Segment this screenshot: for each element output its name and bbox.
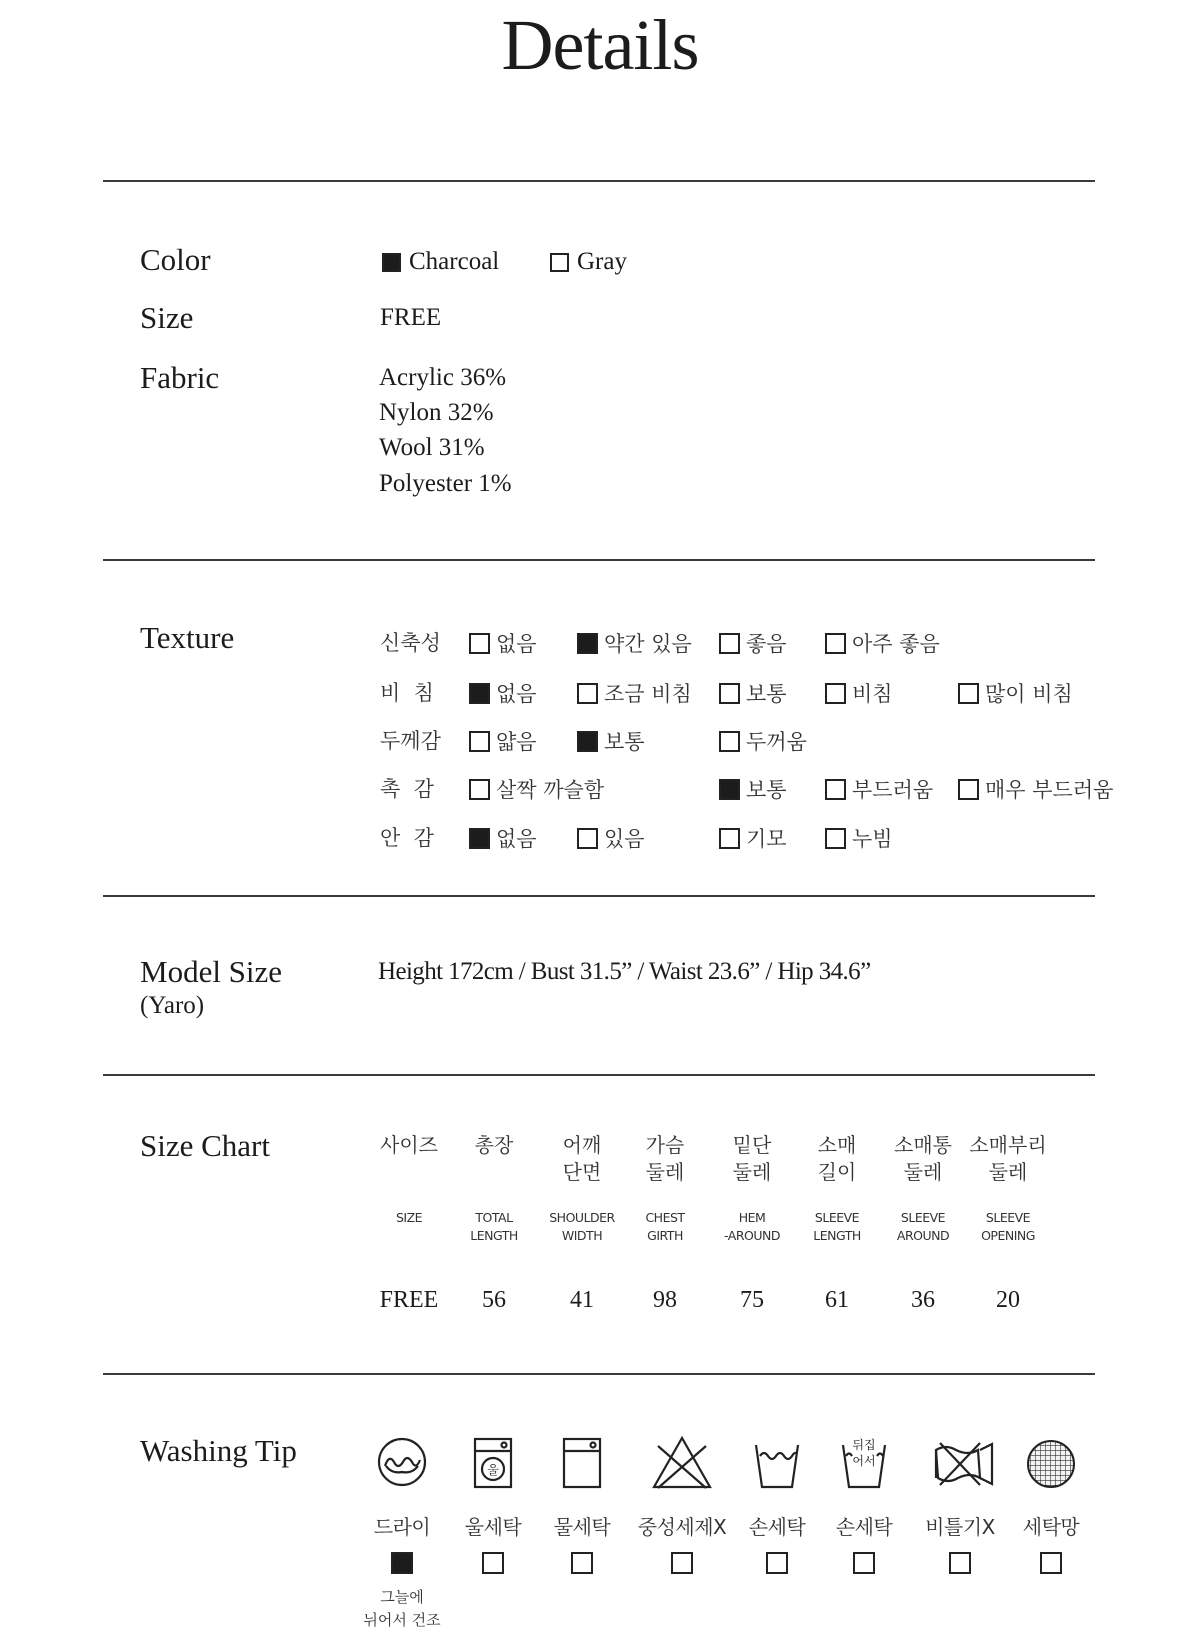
hand-wash-icon (756, 1445, 798, 1487)
texture-row-label: 안 감 (380, 826, 434, 850)
size-heading: Size (140, 300, 194, 335)
size-chart-header-en: TOTAL LENGTH (470, 1210, 518, 1243)
laundry-net-icon (1028, 1441, 1074, 1487)
fabric-item: Acrylic 36% (379, 364, 507, 391)
size-value: FREE (380, 304, 442, 331)
texture-option-label: 보통 (604, 730, 645, 754)
size-chart-header-ko: 총장 (474, 1133, 514, 1157)
texture-option-label: 기모 (746, 827, 787, 851)
texture-option-label: 없음 (496, 632, 537, 656)
size-chart-header-en: SIZE (395, 1210, 423, 1225)
checkbox-unchecked[interactable] (482, 1552, 504, 1574)
hand-wash-inside-out-icon (843, 1437, 885, 1487)
size-chart-header-ko: 가슴 둘레 (645, 1133, 685, 1184)
fabric-heading: Fabric (140, 360, 220, 395)
texture-option-label: 없음 (496, 827, 537, 851)
inside-out-icon-text: 뒤집 (852, 1438, 876, 1452)
size-chart-header-ko: 밑단 둘레 (732, 1133, 772, 1184)
washing-label: 손세탁 (748, 1515, 806, 1539)
texture-heading: Texture (140, 620, 235, 655)
color-label: Gray (577, 248, 627, 275)
page-title: Details (501, 5, 699, 85)
color-heading: Color (140, 242, 211, 277)
texture-option-label: 보통 (746, 778, 787, 802)
texture-option-label: 보통 (746, 682, 787, 706)
fabric-item: Wool 31% (379, 434, 485, 461)
washing-label: 중성세제X (637, 1515, 727, 1539)
model-size-heading: Model Size (140, 954, 283, 989)
wool-wash-icon (475, 1439, 511, 1487)
checkbox-unchecked[interactable] (671, 1552, 693, 1574)
texture-option-label: 두꺼움 (746, 730, 807, 754)
wool-icon-text: 울 (487, 1463, 499, 1477)
texture-row-label: 비 침 (380, 681, 434, 705)
washing-tip-heading: Washing Tip (140, 1433, 297, 1468)
size-chart-header-ko: 사이즈 (380, 1133, 438, 1157)
texture-option-label: 살짝 까슬함 (496, 778, 605, 802)
size-chart-header-ko: 소매통 둘레 (894, 1133, 952, 1184)
size-chart-value: 41 (570, 1287, 594, 1313)
checkbox-unchecked[interactable] (853, 1552, 875, 1574)
checkbox-unchecked[interactable] (949, 1552, 971, 1574)
size-chart-header-en: SHOULDER WIDTH (549, 1210, 615, 1243)
texture-row-label: 두께감 (380, 729, 441, 753)
size-chart-value: 61 (825, 1287, 849, 1313)
checkbox-checked[interactable] (391, 1552, 413, 1574)
size-chart-header-ko: 어깨 단면 (562, 1133, 602, 1184)
size-chart-value: 98 (653, 1287, 677, 1313)
texture-option-label: 조금 비침 (604, 682, 692, 706)
color-label: Charcoal (409, 248, 500, 275)
size-chart-header-ko: 소매 길이 (817, 1133, 857, 1184)
size-chart-header-en: SLEEVE OPENING (981, 1210, 1035, 1243)
washing-label: 물세탁 (553, 1515, 611, 1539)
size-chart-header-ko: 소매부리 둘레 (969, 1133, 1047, 1184)
washing-label: 드라이 (373, 1515, 431, 1539)
dry-clean-icon (379, 1439, 425, 1485)
size-chart-heading: Size Chart (140, 1128, 270, 1163)
washing-label: 울세탁 (464, 1515, 522, 1539)
size-chart-value: 75 (740, 1287, 764, 1313)
texture-option-label: 부드러움 (852, 778, 934, 802)
texture-option-label: 아주 좋음 (852, 632, 940, 656)
checkbox-unchecked[interactable] (1040, 1552, 1062, 1574)
no-bleach-icon (654, 1438, 710, 1488)
size-chart-value: 56 (482, 1287, 506, 1313)
texture-option-label: 누빔 (852, 827, 893, 851)
texture-option-label: 있음 (604, 827, 645, 851)
drying-note: 그늘에 뉘어서 건조 (363, 1588, 441, 1629)
fabric-item: Nylon 32% (379, 399, 494, 426)
texture-option-label: 좋음 (746, 632, 787, 656)
washing-label: 비틀기X (925, 1515, 995, 1539)
size-chart-value: FREE (379, 1287, 439, 1313)
model-measurements: Height 172cm / Bust 31.5” / Waist 23.6” / Hip 34.6” (378, 958, 871, 985)
washing-label: 손세탁 (835, 1515, 893, 1539)
texture-option-label: 많이 비침 (985, 682, 1073, 706)
size-chart-header-en: HEM -AROUND (724, 1210, 780, 1243)
size-chart-header-en: CHEST GIRTH (645, 1210, 685, 1243)
checkbox-unchecked[interactable] (766, 1552, 788, 1574)
inside-out-icon-text: 어서 (852, 1454, 876, 1468)
fabric-item: Polyester 1% (379, 470, 512, 497)
texture-row-label: 신축성 (380, 631, 441, 655)
size-chart-header-en: SLEEVE AROUND (896, 1210, 950, 1243)
checkbox-unchecked[interactable] (571, 1552, 593, 1574)
size-chart-value: 36 (911, 1287, 935, 1313)
texture-option-label: 약간 있음 (604, 632, 692, 656)
texture-option-label: 비침 (852, 682, 893, 706)
no-wring-icon (936, 1443, 992, 1485)
texture-option-label: 얇음 (496, 730, 537, 754)
size-chart-value: 20 (996, 1287, 1020, 1313)
washing-label: 세탁망 (1022, 1515, 1080, 1539)
model-name: (Yaro) (140, 992, 205, 1019)
texture-option-label: 없음 (496, 682, 537, 706)
water-wash-icon (564, 1439, 600, 1487)
size-chart-header-en: SLEEVE LENGTH (813, 1210, 861, 1243)
texture-option-label: 매우 부드러움 (985, 778, 1114, 802)
texture-row-label: 촉 감 (380, 777, 434, 801)
